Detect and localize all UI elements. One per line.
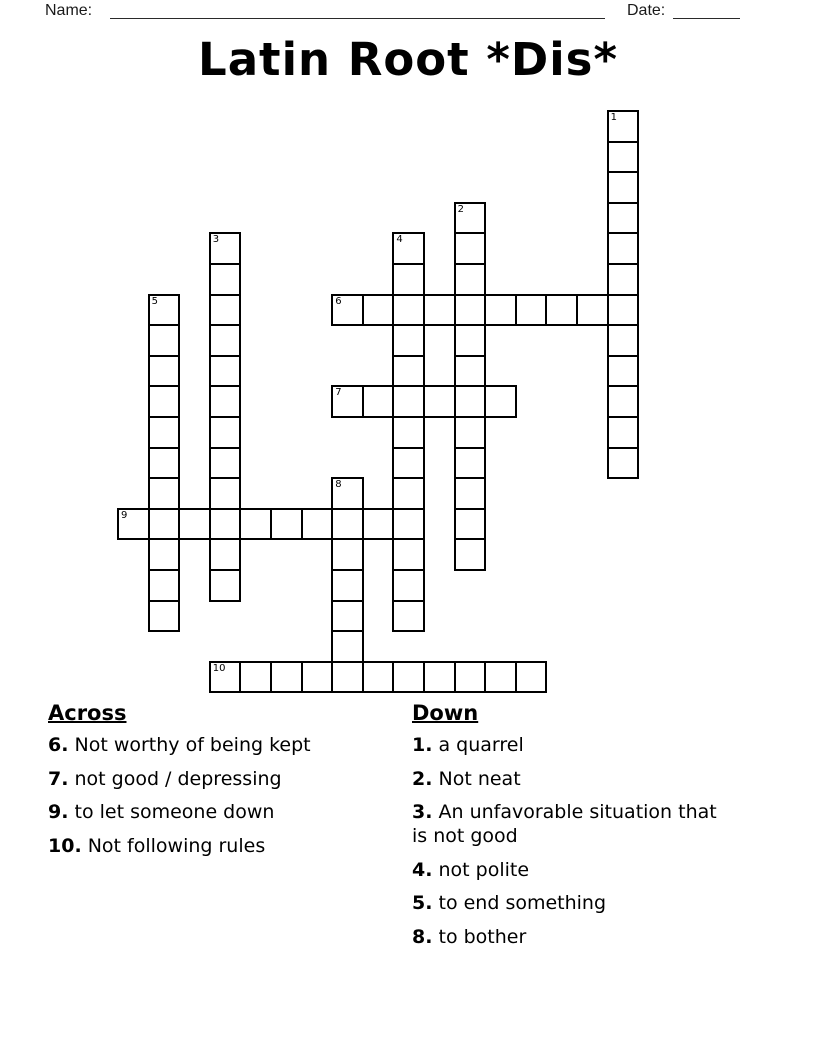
grid-cell[interactable] (148, 447, 181, 480)
grid-cell[interactable] (392, 324, 425, 357)
grid-cell[interactable] (392, 661, 425, 694)
grid-cell[interactable] (331, 600, 364, 633)
grid-cell[interactable] (454, 416, 487, 449)
cell-number: 3 (212, 234, 220, 246)
across-clue-list (48, 733, 408, 858)
grid-cell[interactable] (209, 294, 242, 327)
grid-cell[interactable] (331, 569, 364, 602)
clue-item: 2. Not neat (412, 767, 521, 790)
grid-cell[interactable] (209, 538, 242, 571)
grid-cell[interactable] (270, 508, 303, 541)
grid-cell[interactable] (209, 508, 242, 541)
clue-item: 1. a quarrel (412, 734, 524, 756)
grid-cell[interactable] (607, 263, 640, 296)
grid-cell[interactable] (148, 294, 181, 327)
grid-cell[interactable] (331, 538, 364, 571)
grid-cell[interactable] (209, 447, 242, 480)
down-heading: Down (412, 701, 479, 725)
grid-cell[interactable] (454, 355, 487, 388)
grid-cell[interactable] (362, 294, 395, 327)
grid-cell[interactable] (239, 661, 272, 694)
grid-cell[interactable] (484, 661, 517, 694)
clue-number: 6. (48, 734, 69, 756)
grid-cell[interactable] (392, 447, 425, 480)
grid-cell[interactable] (392, 538, 425, 571)
grid-cell[interactable] (607, 324, 640, 357)
grid-cell[interactable] (515, 294, 548, 327)
grid-cell[interactable] (331, 477, 364, 510)
grid-cell[interactable] (454, 294, 487, 327)
grid-cell[interactable] (209, 477, 242, 510)
grid-cell[interactable] (484, 294, 517, 327)
grid-cell[interactable] (209, 324, 242, 357)
clue-number: 3. (412, 801, 433, 823)
cell-number: 8 (335, 479, 342, 491)
grid-cell[interactable] (209, 569, 242, 602)
grid-cell[interactable] (331, 508, 364, 541)
grid-cell[interactable] (607, 232, 640, 265)
clue-item: 9. to let someone down (48, 801, 275, 823)
cell-number: 5 (151, 295, 158, 307)
grid-cell[interactable] (239, 508, 272, 541)
grid-cell[interactable] (148, 538, 181, 571)
grid-cell[interactable] (362, 508, 395, 541)
grid-cell[interactable] (392, 508, 425, 541)
grid-cell[interactable] (392, 263, 425, 296)
across-heading: Across (48, 701, 127, 725)
grid-cell[interactable] (607, 447, 640, 480)
grid-cell[interactable] (117, 508, 150, 541)
grid-cell[interactable] (607, 110, 640, 143)
down-clue-list (412, 733, 724, 949)
grid-cell[interactable] (607, 416, 640, 449)
grid-cell[interactable] (148, 600, 181, 633)
grid-cell[interactable] (423, 661, 456, 694)
grid-cell[interactable] (454, 263, 487, 296)
across-clues-column (48, 700, 408, 867)
clue-number: 2. (412, 767, 433, 790)
cell-number: 9 (121, 509, 128, 521)
page-title: Latin Root *Dis* (198, 33, 618, 86)
clue-item: 3. An unfavorable situation that is not good (412, 801, 717, 847)
grid-cell[interactable] (392, 294, 425, 327)
grid-cell[interactable] (362, 661, 395, 694)
grid-cell[interactable] (148, 569, 181, 602)
grid-cell[interactable] (209, 661, 242, 694)
clue-item: 4. not polite (412, 858, 530, 881)
grid-cell[interactable] (392, 569, 425, 602)
grid-cell[interactable] (270, 661, 303, 694)
cell-number: 1 (610, 112, 617, 123)
grid-cell[interactable] (331, 294, 364, 327)
grid-cell[interactable] (454, 232, 487, 265)
grid-cell[interactable] (454, 508, 487, 541)
clue-number: 1. (412, 734, 433, 756)
grid-cell[interactable] (423, 294, 456, 327)
grid-cell[interactable] (545, 294, 578, 327)
clue-item: 6. Not worthy of being kept (48, 734, 311, 756)
grid-cell[interactable] (362, 385, 395, 418)
date-label: Date: (627, 2, 666, 19)
grid-cell[interactable] (392, 355, 425, 388)
grid-cell[interactable] (392, 600, 425, 633)
clue-item: 7. not good / depressing (48, 767, 282, 790)
grid-cell[interactable] (454, 661, 487, 694)
grid-cell[interactable] (392, 477, 425, 510)
grid-cell[interactable] (301, 508, 334, 541)
grid-cell[interactable] (209, 385, 242, 418)
grid-cell[interactable] (454, 324, 487, 357)
grid-cell[interactable] (209, 263, 242, 296)
grid-cell[interactable] (148, 385, 181, 418)
grid-cell[interactable] (607, 294, 640, 327)
grid-cell[interactable] (148, 324, 181, 357)
grid-cell[interactable] (178, 508, 211, 541)
grid-cell[interactable] (392, 416, 425, 449)
grid-cell[interactable] (148, 477, 181, 510)
grid-cell[interactable] (607, 202, 640, 235)
grid-cell[interactable] (454, 447, 487, 480)
grid-cell[interactable] (209, 232, 242, 265)
grid-cell[interactable] (576, 294, 609, 327)
grid-cell[interactable] (454, 538, 487, 571)
grid-cell[interactable] (148, 355, 181, 388)
cell-number: 10 (212, 662, 226, 674)
cell-number: 4 (396, 234, 403, 246)
grid-cell[interactable] (607, 141, 640, 174)
grid-cell[interactable] (484, 385, 517, 418)
clue-number: 9. (48, 801, 69, 823)
grid-cell[interactable] (454, 202, 487, 235)
grid-cell[interactable] (607, 171, 640, 204)
grid-cell[interactable] (454, 477, 487, 510)
cell-number: 6 (335, 295, 342, 307)
grid-cell[interactable] (331, 661, 364, 694)
down-clues-column (412, 700, 724, 958)
clue-number: 4. (412, 858, 433, 881)
grid-cell[interactable] (331, 385, 364, 418)
grid-cell[interactable] (392, 385, 425, 418)
clue-item: 8. to bother (412, 925, 527, 948)
grid-cell[interactable] (607, 355, 640, 388)
grid-cell[interactable] (392, 232, 425, 265)
clue-number: 10. (48, 834, 82, 857)
clue-item: 10. Not following rules (48, 834, 266, 857)
clue-number: 8. (412, 925, 433, 948)
grid-cell[interactable] (423, 385, 456, 418)
grid-cell[interactable] (454, 385, 487, 418)
cell-number: 7 (335, 387, 342, 399)
clue-number: 7. (48, 767, 69, 790)
grid-cell[interactable] (209, 355, 242, 388)
grid-cell[interactable] (209, 416, 242, 449)
grid-cell[interactable] (148, 416, 181, 449)
clue-item: 5. to end something (412, 892, 607, 914)
grid-cell[interactable] (301, 661, 334, 694)
clue-number: 5. (412, 892, 433, 914)
grid-cell[interactable] (331, 630, 364, 663)
grid-cell[interactable] (148, 508, 181, 541)
grid-cell[interactable] (515, 661, 548, 694)
cell-number: 2 (457, 203, 464, 215)
name-label: Name: (45, 2, 93, 19)
grid-cell[interactable] (607, 385, 640, 418)
